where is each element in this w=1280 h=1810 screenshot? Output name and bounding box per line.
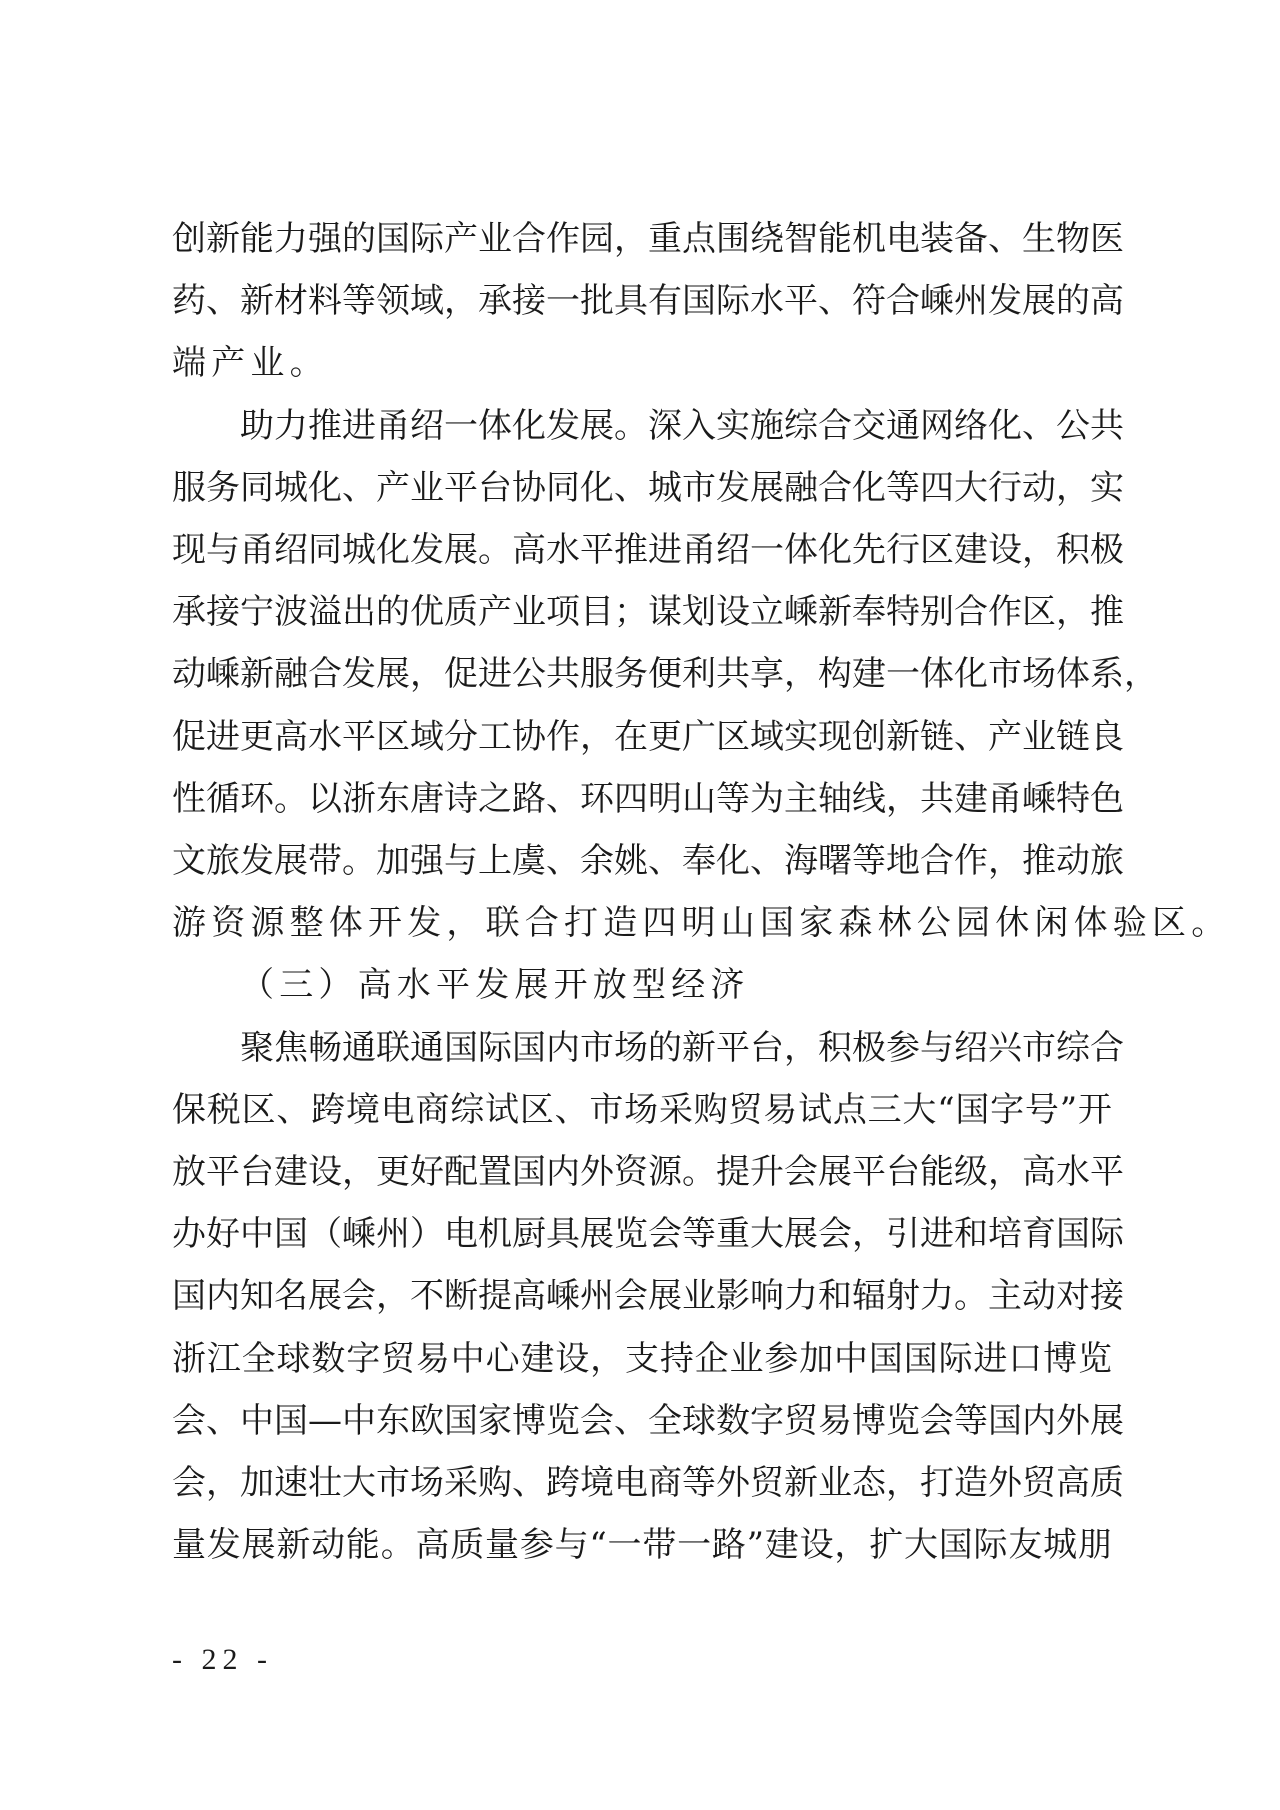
text-line: 国 内 知 名 展 会 ， 不 断 提 高 嵊 州 会 展 业 影 响 力 和 辐 射 力 。 主 动 对 接 (172, 1276, 1124, 1317)
text-line: 聚 焦 畅 通 联 通 国 际 国 内 市 场 的 新 平 台 ， 积 极 参 与 绍 兴 市 综 合 (240, 1027, 1124, 1068)
text-line: 游资源整体开发，联合打造四明山国家森林公园休闲体验区。 (172, 903, 1231, 944)
text-line: 办 好 中 国 （ 嵊 州 ） 电 机 厨 具 展 览 会 等 重 大 展 会 ， 引 进 和 培 育 国 际 (172, 1214, 1124, 1255)
text-line: 促 进 更 高 水 平 区 域 分 工 协 作 ， 在 更 广 区 域 实 现 创 新 链 、 产 业 链 良 (172, 716, 1124, 757)
text-line: 动 嵊 新 融 合 发 展 ， 促 进 公 共 服 务 便 利 共 享 ， 构 建 一 体 化 市 场 体 系 ， (172, 654, 1158, 695)
text-line: 性 循 环 。 以 浙 东 唐 诗 之 路 、 环 四 明 山 等 为 主 轴 线 ， 共 建 甬 嵊 特 色 (172, 778, 1124, 819)
text-line: 会 ， 加 速 壮 大 市 场 采 购 、 跨 境 电 商 等 外 贸 新 业 态 ， 打 造 外 贸 高 质 (172, 1463, 1124, 1503)
text-line: 端产业。 (172, 343, 329, 384)
text-line: 量 发 展 新 动 能 。 高 质 量 参 与 “ 一 带 一 路 ” 建 设 ， 扩 大 国 际 友 城 朋 (172, 1525, 1112, 1566)
text-line: 承 接 宁 波 溢 出 的 优 质 产 业 项 目 ； 谋 划 设 立 嵊 新 奉 特 别 合 作 区 ， 推 (172, 592, 1124, 633)
text-line: 服 务 同 城 化 、 产 业 平 台 协 同 化 、 城 市 发 展 融 合 化 等 四 大 行 动 ， 实 (172, 467, 1124, 508)
text-line: 保 税 区 、 跨 境 电 商 综 试 区 、 市 场 采 购 贸 易 试 点 三 大 “ 国 字 号 ” 开 (172, 1089, 1112, 1130)
text-line: 创 新 能 力 强 的 国 际 产 业 合 作 园 ， 重 点 围 绕 智 能 机 电 装 备 、 生 物 医 (172, 219, 1124, 259)
text-line: 文 旅 发 展 带 。 加 强 与 上 虞 、 余 姚 、 奉 化 、 海 曙 等 地 合 作 ， 推 动 旅 (172, 841, 1124, 881)
text-line: 放 平 台 建 设 ， 更 好 配 置 国 内 外 资 源 。 提 升 会 展 平 台 能 级 ， 高 水 平 (172, 1152, 1124, 1192)
text-line: 助 力 推 进 甬 绍 一 体 化 发 展 。 深 入 实 施 综 合 交 通 网 络 化 、 公 共 (240, 405, 1124, 446)
text-line: 药 、 新 材 料 等 领 域 ， 承 接 一 批 具 有 国 际 水 平 、 符 合 嵊 州 发 展 的 高 (172, 281, 1124, 322)
text-line: 现 与 甬 绍 同 城 化 发 展 。 高 水 平 推 进 甬 绍 一 体 化 先 行 区 建 设 ， 积 极 (172, 530, 1124, 570)
text-line: 浙 江 全 球 数 字 贸 易 中 心 建 设 ， 支 持 企 业 参 加 中 国 国 际 进 口 博 览 (172, 1338, 1112, 1379)
page-number: - 22 - (172, 1643, 273, 1676)
text-line: 会 、 中 国 — 中 东 欧 国 家 博 览 会 、 全 球 数 字 贸 易 博 览 会 等 国 内 外 展 (172, 1400, 1124, 1441)
section-heading: （三）高水平发展开放型经济 (240, 965, 750, 1006)
